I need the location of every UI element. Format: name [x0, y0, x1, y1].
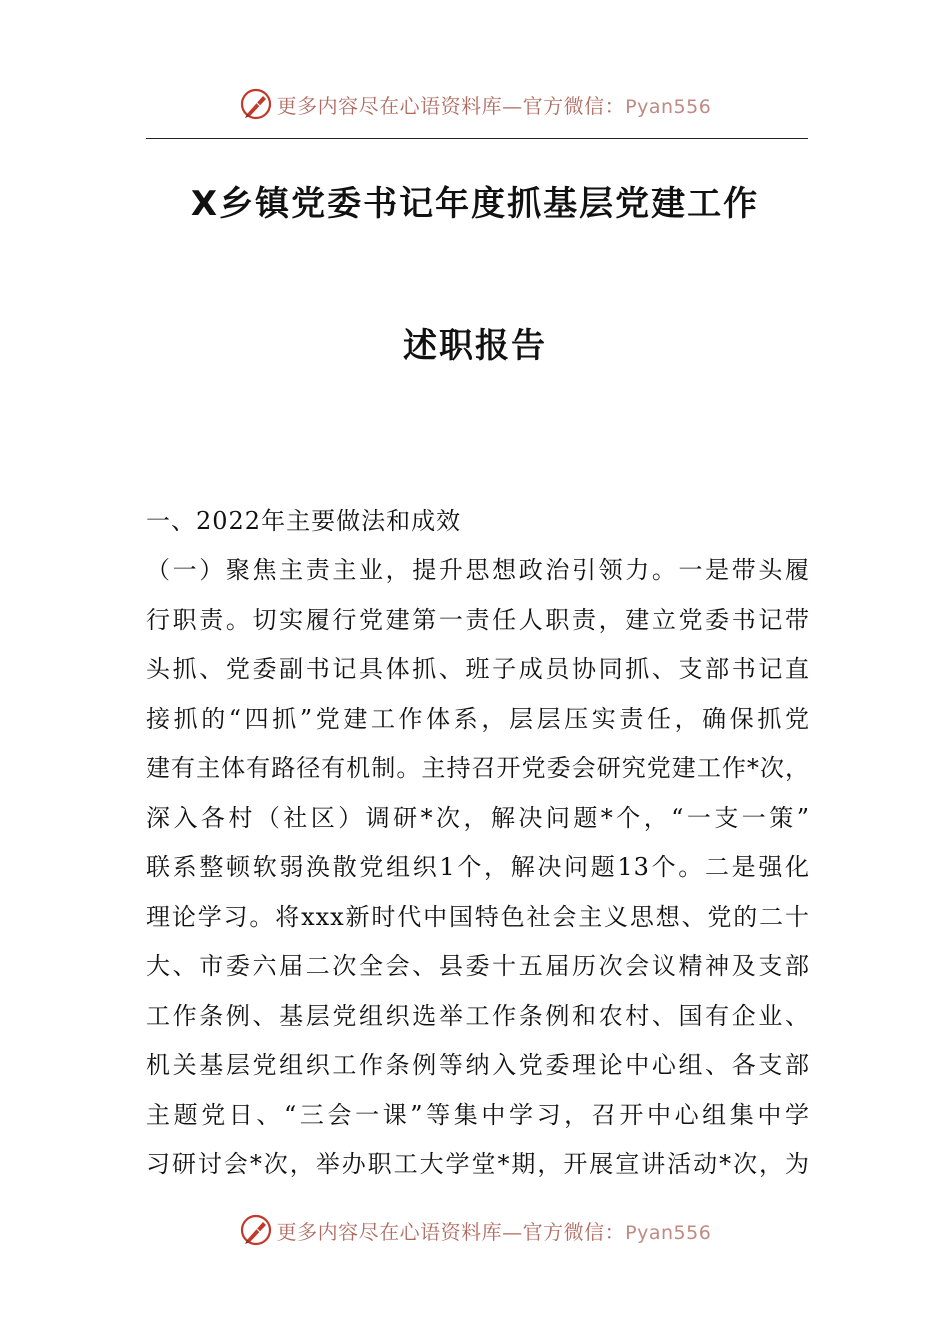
document-title: X乡镇党委书记年度抓基层党建工作	[190, 184, 760, 224]
paragraph-line: 行职责。切实履行党建第一责任人职责，建立党委书记带	[146, 605, 810, 634]
watermark-banner-bottom	[0, 1208, 950, 1252]
paragraph-line: 机关基层党组织工作条例等纳入党委理论中心组、各支部	[146, 1051, 810, 1079]
paragraph-line: 联系整顿软弱涣散党组织1个，解决问题13个。二是强化	[146, 853, 810, 881]
watermark-banner-top	[0, 82, 950, 126]
section-heading: 一、2022年主要做法和成效	[146, 507, 462, 535]
paragraph-line: 工作条例、基层党组织选举工作条例和农村、国有企业、	[146, 1001, 810, 1030]
paragraph-line: 理论学习。将xxx新时代中国特色社会主义思想、党的二十	[146, 902, 810, 931]
watermark-text: 更多内容尽在心语资料库—官方微信：Pyan556	[276, 93, 712, 118]
document-title-line2: 述职报告	[403, 326, 547, 366]
paragraph-line: 建有主体有路径有机制。主持召开党委会研究党建工作*次，	[146, 754, 810, 782]
paragraph-line: 头抓、党委副书记具体抓、班子成员协同抓、支部书记直	[146, 655, 810, 683]
header-divider	[146, 138, 808, 139]
document-body	[146, 496, 810, 1190]
paragraph-line: 深入各村（社区）调研*次，解决问题*个，“一支一策”	[146, 803, 810, 832]
watermark-handle: Pyan556	[625, 95, 712, 118]
paragraph-line: （一）聚焦主责主业，提升思想政治引领力。一是带头履	[146, 556, 810, 584]
watermark-handle: Pyan556	[625, 1221, 712, 1244]
quill-logo-icon	[239, 87, 273, 121]
paragraph-line: 主题党日、“三会一课”等集中学习，召开中心组集中学	[146, 1100, 810, 1129]
paragraph-line: 习研讨会*次，举办职工大学堂*期，开展宣讲活动*次，为	[146, 1150, 810, 1178]
watermark-text: 更多内容尽在心语资料库—官方微信：Pyan556	[276, 1219, 712, 1244]
paragraph-line: 接抓的“四抓”党建工作体系，层层压实责任，确保抓党	[146, 704, 810, 733]
paragraph-line: 大、市委六届二次全会、县委十五届历次会议精神及支部	[146, 952, 810, 980]
quill-logo-icon	[239, 1213, 273, 1247]
